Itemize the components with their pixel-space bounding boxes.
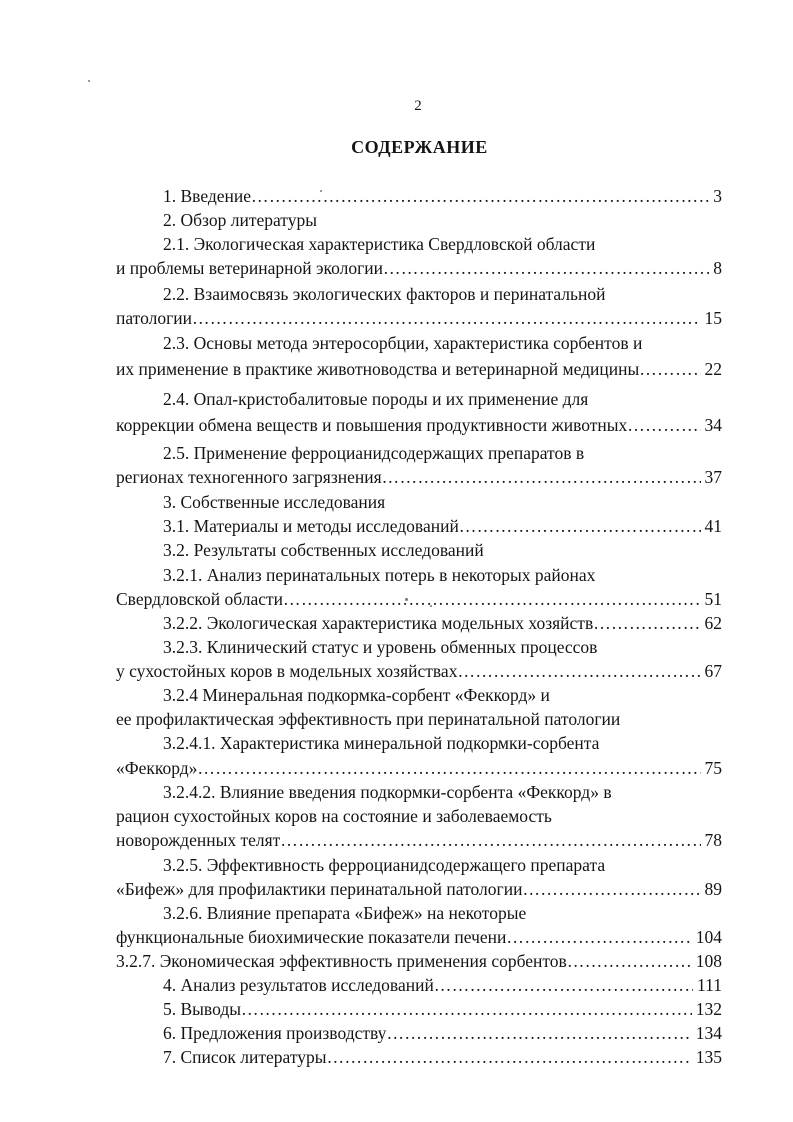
toc-entry-2-3[interactable] — [116, 359, 722, 379]
dot-leader — [283, 589, 700, 609]
toc-entry-2-5-line1[interactable]: 2.5. Применение ферроцианидсодержащих препаратов в — [163, 443, 585, 463]
toc-entry-page: 78 — [704, 830, 722, 850]
toc-entry-3-2-6-line1[interactable]: 3.2.6. Влияние препарата «Бифеж» на некоторые — [163, 903, 527, 923]
toc-entry-conclusions[interactable] — [116, 999, 722, 1019]
page-title: СОДЕРЖАНИЕ — [351, 137, 488, 157]
dot-leader — [251, 186, 709, 206]
toc-entry-3-2-4-2[interactable] — [116, 830, 722, 850]
toc-entry-3-1[interactable] — [116, 516, 722, 536]
toc-entry-label: 4. Анализ результатов исследований — [163, 975, 434, 995]
toc-entry-label: 5. Выводы — [163, 999, 241, 1019]
toc-entry-label: функциональные биохимические показатели печени — [116, 927, 507, 947]
dot-leader — [506, 927, 691, 947]
toc-entry-label: «Феккорд» — [116, 758, 198, 778]
scan-speck — [88, 80, 90, 82]
toc-entry-label: и проблемы ветеринарной экологии — [116, 258, 384, 278]
toc-entry-3-2-3-line1[interactable]: 3.2.3. Клинический статус и уровень обменных процессов — [163, 637, 598, 657]
toc-entry-label: 3.1. Материалы и методы исследований — [163, 516, 459, 536]
dot-leader — [567, 951, 692, 971]
toc-entry-3-2-4-2-line2[interactable]: рацион сухостойных коров на состояние и заболеваемость — [116, 806, 552, 826]
toc-entry-3-2-7[interactable] — [116, 951, 722, 971]
dot-leader — [627, 415, 700, 435]
toc-entry-3-2-3[interactable] — [116, 661, 722, 681]
toc-entry-page: 37 — [704, 467, 722, 487]
toc-entry-page: 134 — [695, 1023, 722, 1043]
toc-entry-page: 34 — [704, 415, 722, 435]
toc-entry-page: 75 — [704, 758, 722, 778]
toc-entry-2-2-line1[interactable]: 2.2. Взаимосвязь экологических факторов и перинатальной — [163, 284, 606, 304]
dot-leader — [457, 661, 700, 681]
dot-leader — [593, 613, 700, 633]
dot-leader — [522, 879, 700, 899]
toc-section-own-research[interactable]: 3. Собственные исследования — [163, 492, 386, 512]
toc-entry-3-2-4-2-line1[interactable]: 3.2.4.2. Влияние введения подкормки-сорбента «Феккорд» в — [163, 782, 612, 802]
toc-entry-label: Свердловской области — [116, 589, 284, 609]
toc-entry-page: 67 — [704, 661, 722, 681]
toc-entry-label: «Бифеж» для профилактики перинатальной патологии — [116, 879, 523, 899]
toc-entry-label: патологии — [116, 308, 193, 328]
toc-entry-label: 1. Введение — [163, 186, 252, 206]
toc-entry-3-2-4-line1[interactable]: 3.2.4 Минеральная подкормка-сорбент «Феккорд» и — [163, 685, 550, 705]
toc-entry-proposals[interactable] — [116, 1023, 722, 1043]
toc-entry-3-2-2[interactable] — [116, 613, 722, 633]
toc-entry-page: 41 — [704, 516, 722, 536]
dot-leader — [382, 467, 701, 487]
toc-entry-label: коррекции обмена веществ и повышения продуктивности животных — [116, 415, 628, 435]
toc-entry-label: 3.2.2. Экологическая характеристика модельных хозяйств — [163, 613, 594, 633]
toc-section-literature[interactable]: 2. Обзор литературы — [163, 210, 317, 230]
toc-entry-page: 104 — [695, 927, 722, 947]
scan-speck — [320, 190, 322, 192]
toc-entry-2-5[interactable] — [116, 467, 722, 487]
toc-entry-3-2-4-1-line1[interactable]: 3.2.4.1. Характеристика минеральной подкормки-сорбента — [163, 733, 600, 753]
toc-entry-2-4[interactable] — [116, 415, 722, 435]
dot-leader — [327, 1047, 692, 1067]
toc-entry-label: новорожденных телят — [116, 830, 281, 850]
page-number: 2 — [414, 98, 422, 114]
toc-entry-page: 22 — [704, 359, 722, 379]
toc-entry-page: 89 — [704, 879, 722, 899]
toc-entry-3-2-1[interactable] — [116, 589, 722, 609]
toc-entry-label: у сухостойных коров в модельных хозяйствах — [116, 661, 458, 681]
dot-leader — [280, 830, 700, 850]
toc-entry-page: 132 — [695, 999, 722, 1019]
scan-speck — [405, 598, 408, 601]
dot-leader — [197, 758, 700, 778]
toc-entry-label: 7. Список литературы — [163, 1047, 327, 1067]
toc-entry-label: регионах техногенного загрязнения — [116, 467, 382, 487]
toc-entry-3-2-4-line2[interactable]: ее профилактическая эффективность при перинатальной патологии — [116, 709, 621, 729]
toc-entry-page: 3 — [713, 186, 722, 206]
toc-entry-3-2-4-1[interactable] — [116, 758, 722, 778]
toc-entry-page: 51 — [704, 589, 722, 609]
toc-entry-page: 111 — [697, 975, 722, 995]
toc-entry-page: 135 — [695, 1047, 722, 1067]
toc-entry-introduction[interactable] — [116, 186, 722, 206]
toc-entry-page: 15 — [704, 308, 722, 328]
toc-entry-2-3-line1[interactable]: 2.3. Основы метода энтеросорбции, характеристика сорбентов и — [163, 333, 643, 353]
toc-entry-label: 3.2.7. Экономическая эффективность применения сорбентов — [116, 951, 567, 971]
toc-section-results[interactable]: 3.2. Результаты собственных исследований — [163, 540, 484, 560]
dot-leader — [639, 359, 700, 379]
toc-entry-3-2-5-line1[interactable]: 3.2.5. Эффективность ферроцианидсодержащего препарата — [163, 855, 606, 875]
dot-leader — [386, 1023, 691, 1043]
toc-entry-2-1-line1[interactable]: 2.1. Экологическая характеристика Свердловской области — [163, 234, 596, 254]
toc-entry-3-2-5[interactable] — [116, 879, 722, 899]
toc-entry-references[interactable] — [116, 1047, 722, 1067]
toc-entry-page: 62 — [704, 613, 722, 633]
dot-leader — [459, 516, 701, 536]
toc-entry-3-2-6[interactable] — [116, 927, 722, 947]
scan-speck — [430, 605, 432, 607]
toc-entry-2-1[interactable] — [116, 258, 722, 278]
toc-entry-page: 108 — [695, 951, 722, 971]
toc-entry-2-2[interactable] — [116, 308, 722, 328]
toc-entry-page: 8 — [713, 258, 722, 278]
toc-entry-2-4-line1[interactable]: 2.4. Опал-кристобалитовые породы и их применение для — [163, 389, 589, 409]
toc-entry-label: их применение в практике животноводства и ветеринарной медицины — [116, 359, 640, 379]
toc-entry-3-2-1-line1[interactable]: 3.2.1. Анализ перинатальных потерь в некоторых районах — [163, 565, 596, 585]
dot-leader — [192, 308, 700, 328]
toc-entry-analysis[interactable] — [116, 975, 722, 995]
dot-leader — [434, 975, 693, 995]
toc-entry-label: 6. Предложения производству — [163, 1023, 387, 1043]
dot-leader — [241, 999, 692, 1019]
dot-leader — [383, 258, 709, 278]
